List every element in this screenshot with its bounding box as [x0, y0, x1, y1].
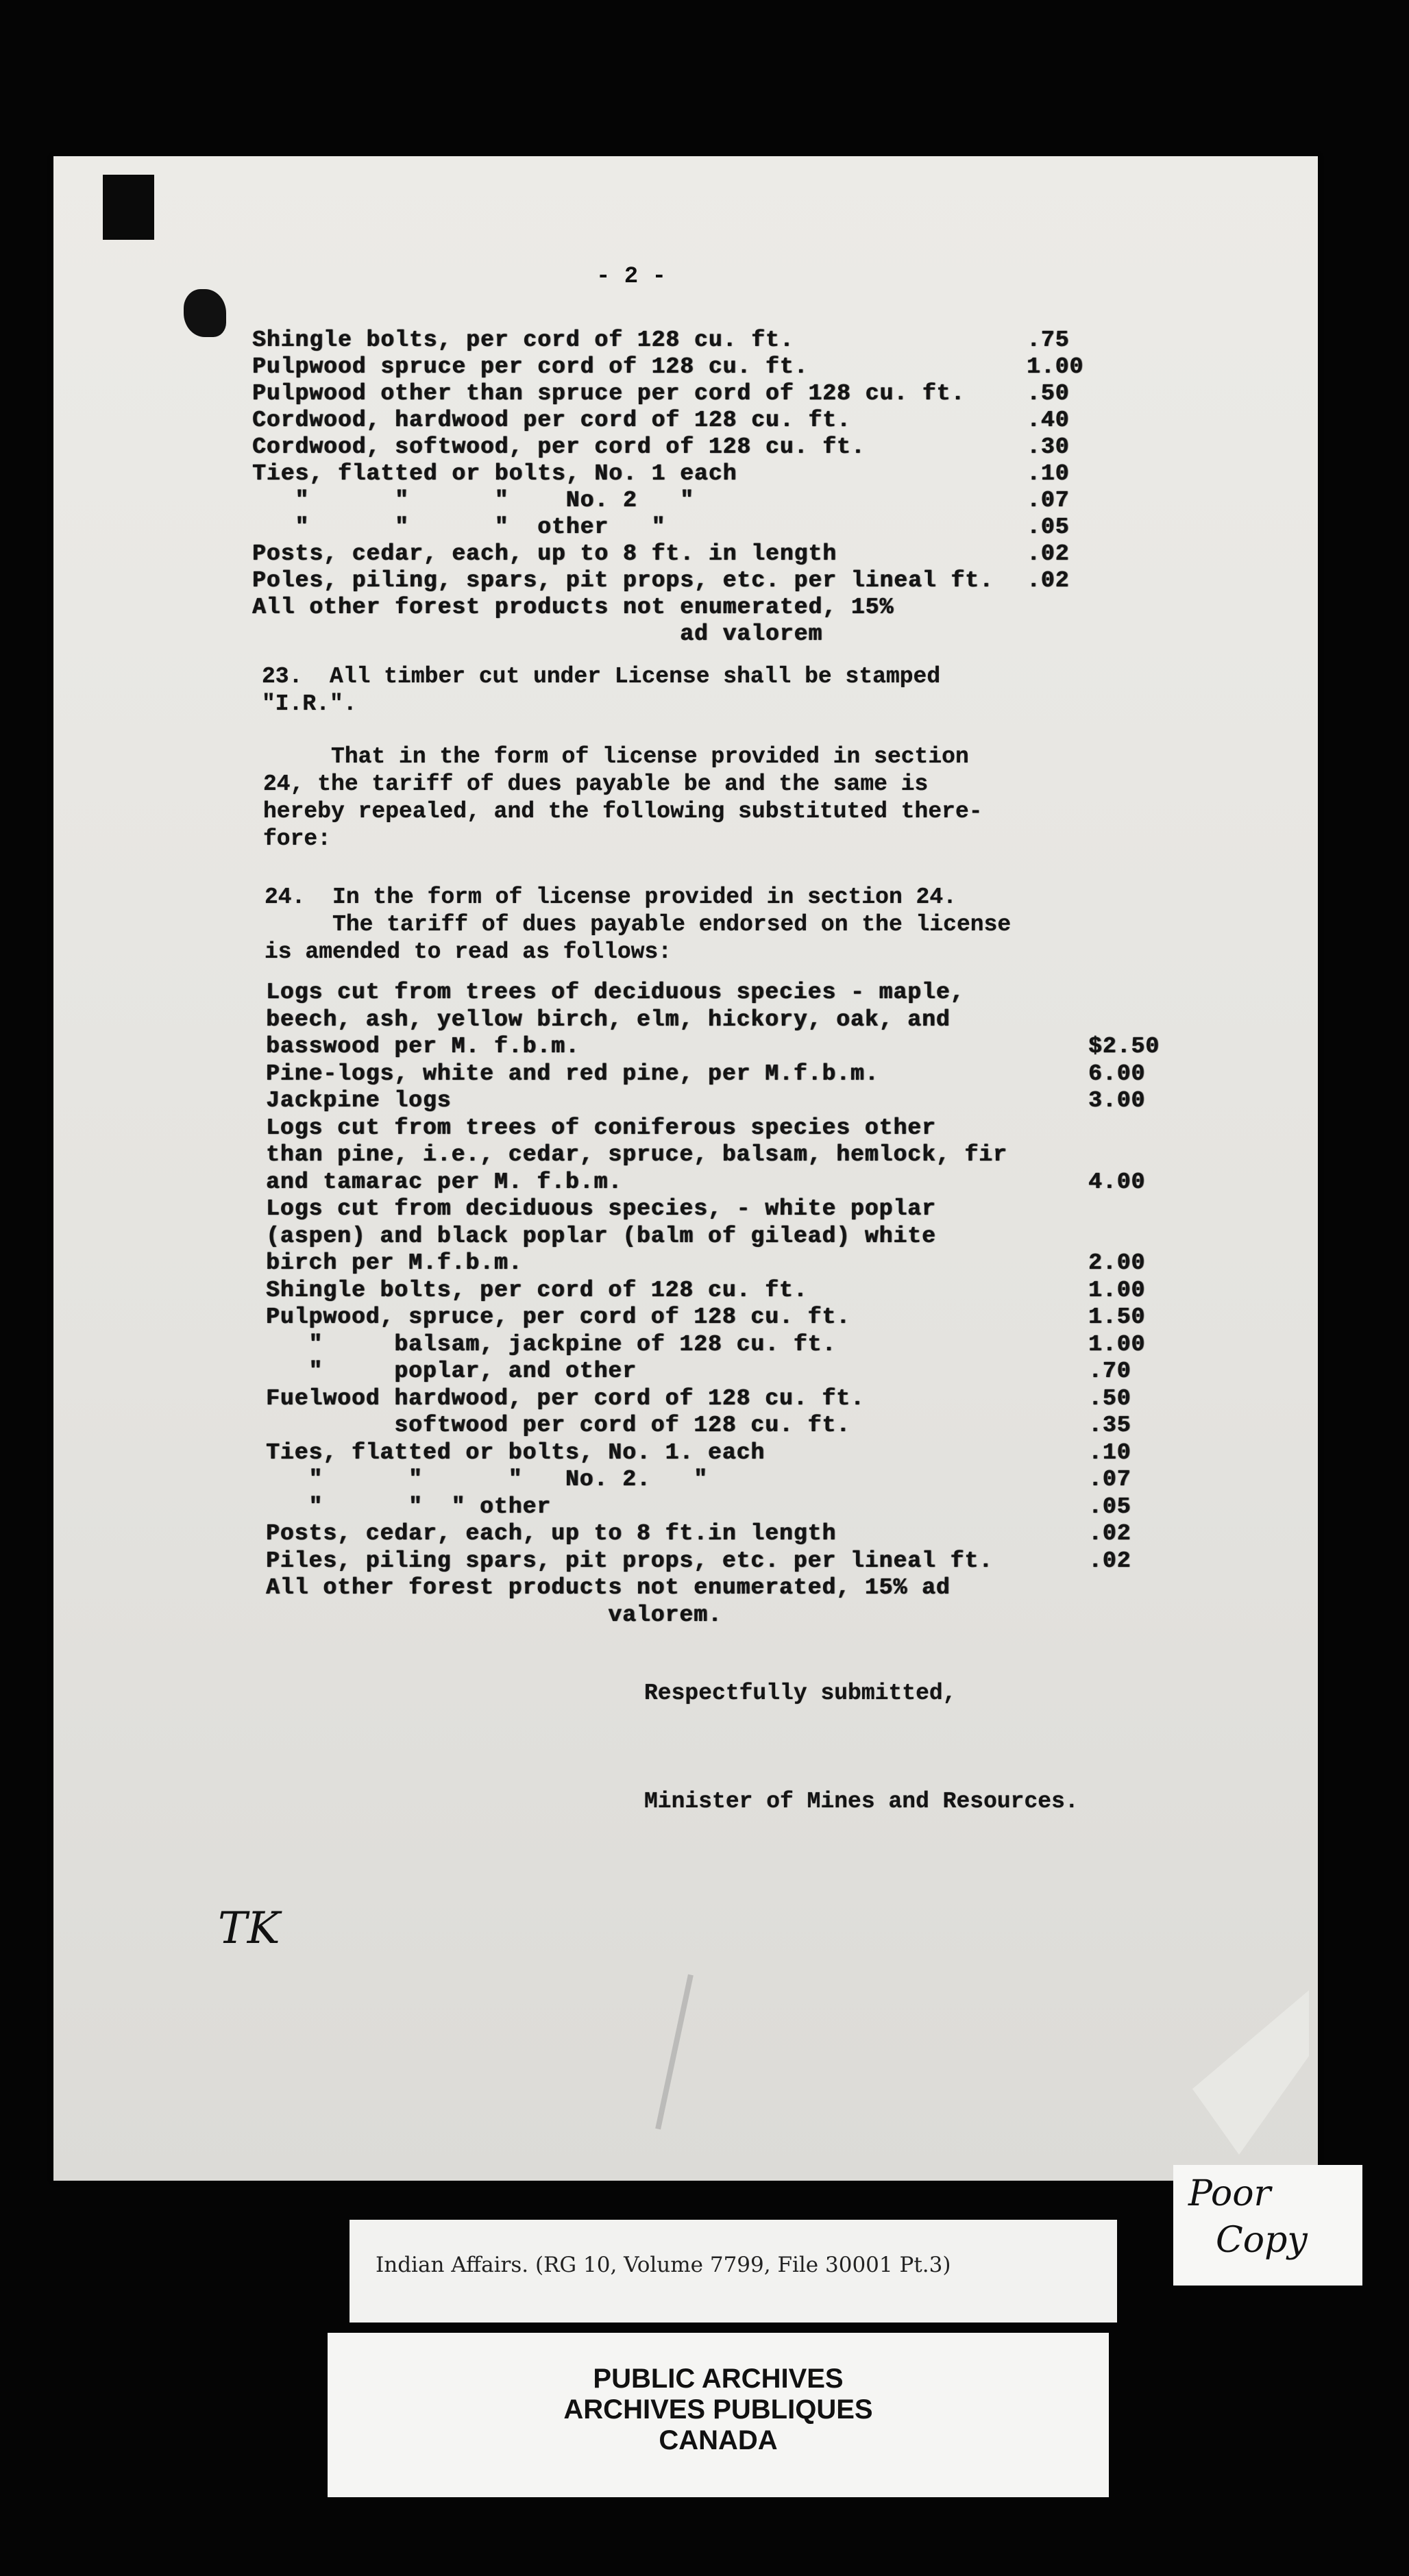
- tariff-value: .10: [1088, 1439, 1131, 1465]
- tariff-value: .70: [1088, 1359, 1131, 1384]
- tariff-row: [266, 1548, 1164, 1576]
- tariff-item: " " " other ": [252, 515, 666, 540]
- tariff-row: [252, 541, 1095, 569]
- tariff-row: [252, 621, 1095, 649]
- tariff-row: [252, 408, 1095, 435]
- tariff-row: [266, 1332, 1164, 1359]
- tariff-item: Shingle bolts, per cord of 128 cu. ft.: [252, 327, 794, 353]
- tariff-row: [266, 1250, 1164, 1278]
- note-line-1: Poor: [1188, 2173, 1271, 2214]
- tariff-item: " poplar, and other: [266, 1359, 637, 1384]
- tariff-item: Piles, piling spars, pit props, etc. per lineal ft.: [266, 1548, 993, 1574]
- tariff-item: Posts, cedar, each, up to 8 ft.in length: [266, 1521, 837, 1546]
- stamp-line-3: CANADA: [659, 2425, 778, 2455]
- tariff-row: [252, 434, 1095, 462]
- tab-mark: [103, 175, 154, 240]
- tariff-row: [252, 515, 1095, 542]
- tariff-list-new: [266, 980, 1164, 1637]
- repeal-paragraph: That in the form of license provided in section 24, the tariff of dues payable be and the same is hereby repealed, and the following substituted there- fore:: [263, 744, 983, 852]
- tariff-value: .35: [1088, 1413, 1131, 1438]
- tariff-value: 6.00: [1088, 1061, 1146, 1087]
- tariff-item: " balsam, jackpine of 128 cu. ft.: [266, 1331, 837, 1357]
- page-number: - 2 -: [596, 264, 667, 290]
- tariff-item: Ties, flatted or bolts, No. 1 each: [252, 461, 737, 486]
- tariff-row: [266, 1061, 1164, 1089]
- tariff-row: [266, 1224, 1164, 1251]
- tariff-value: .02: [1088, 1521, 1131, 1546]
- archives-stamp: [328, 2333, 1109, 2497]
- section-24: 24. In the form of license provided in section 24. The tariff of dues payable endorsed on the license is amended to read as follows:: [265, 884, 1012, 965]
- tariff-item: Cordwood, hardwood per cord of 128 cu. ft.: [252, 408, 851, 433]
- tariff-item: Pulpwood other than spruce per cord of 128 cu. ft.: [252, 381, 966, 406]
- tariff-item: ad valorem: [252, 621, 823, 647]
- tariff-item: Logs cut from deciduous species, - white poplar: [266, 1196, 936, 1222]
- tariff-row: [266, 1034, 1164, 1061]
- signature-title: Minister of Mines and Resources.: [644, 1789, 1079, 1814]
- tariff-value: 1.00: [1088, 1331, 1146, 1357]
- tariff-value: .02: [1027, 541, 1070, 567]
- tariff-item: Jackpine logs: [266, 1088, 452, 1113]
- tariff-value: .05: [1027, 515, 1070, 540]
- tariff-value: .40: [1027, 408, 1070, 433]
- tariff-row: [252, 568, 1095, 595]
- tariff-value: .05: [1088, 1494, 1131, 1520]
- tariff-item: (aspen) and black poplar (balm of gilead) white: [266, 1223, 936, 1249]
- handwritten-initials: TK: [218, 1903, 280, 1954]
- tariff-value: 4.00: [1088, 1169, 1146, 1195]
- tariff-item: All other forest products not enumerated, 15%: [252, 595, 894, 620]
- tariff-row: [252, 354, 1095, 382]
- tariff-item: Poles, piling, spars, pit props, etc. per lineal ft.: [252, 568, 994, 593]
- tariff-item: Logs cut from trees of deciduous species - maple,: [266, 980, 965, 1005]
- tariff-value: .75: [1027, 327, 1070, 353]
- tariff-row: [252, 327, 1095, 355]
- punch-hole: [184, 289, 226, 337]
- tariff-row: [266, 1196, 1164, 1224]
- tariff-row: [266, 1142, 1164, 1169]
- tariff-item: All other forest products not enumerated, 15% ad: [266, 1575, 951, 1600]
- tariff-item: Fuelwood hardwood, per cord of 128 cu. ft.: [266, 1385, 865, 1411]
- tariff-item: beech, ash, yellow birch, elm, hickory, oak, and: [266, 1006, 951, 1032]
- tariff-row: [266, 1440, 1164, 1467]
- tariff-value: 1.00: [1088, 1277, 1146, 1303]
- section-23: 23. All timber cut under License shall be stamped "I.R.".: [262, 664, 941, 717]
- tariff-item: Logs cut from trees of coniferous species other: [266, 1115, 936, 1141]
- tariff-item: Ties, flatted or bolts, No. 1. each: [266, 1439, 765, 1465]
- tariff-value: 1.00: [1027, 354, 1084, 380]
- tariff-row: [266, 1521, 1164, 1548]
- tariff-item: Posts, cedar, each, up to 8 ft. in length: [252, 541, 837, 567]
- tariff-value: .50: [1088, 1385, 1131, 1411]
- tariff-value: .50: [1027, 381, 1070, 406]
- tariff-item: basswood per M. f.b.m.: [266, 1034, 580, 1059]
- tariff-item: " " " No. 2 ": [252, 488, 694, 513]
- tariff-value: .30: [1027, 434, 1070, 460]
- tariff-value: .02: [1027, 568, 1070, 593]
- tariff-item: than pine, i.e., cedar, spruce, balsam, hemlock, fir: [266, 1142, 1007, 1167]
- tariff-item: Cordwood, softwood, per cord of 128 cu. ft.: [252, 434, 866, 460]
- tariff-list-old: [252, 327, 1095, 656]
- tariff-row: [266, 1115, 1164, 1143]
- tariff-item: " " " No. 2. ": [266, 1467, 708, 1492]
- tariff-item: " " " other: [266, 1494, 552, 1520]
- tariff-value: .07: [1088, 1467, 1131, 1492]
- tariff-row: [252, 595, 1095, 622]
- note-line-2: Copy: [1216, 2220, 1308, 2261]
- tariff-row: [266, 1467, 1164, 1494]
- tariff-row: [266, 1386, 1164, 1413]
- tariff-row: [266, 1088, 1164, 1115]
- tariff-item: valorem.: [266, 1602, 722, 1628]
- tariff-item: Pulpwood, spruce, per cord of 128 cu. ft.: [266, 1304, 850, 1330]
- tariff-item: Pine-logs, white and red pine, per M.f.b.m.: [266, 1061, 879, 1087]
- archive-reference: Indian Affairs. (RG 10, Volume 7799, File 30001 Pt.3): [376, 2253, 951, 2277]
- tariff-item: and tamarac per M. f.b.m.: [266, 1169, 623, 1195]
- tariff-item: Shingle bolts, per cord of 128 cu. ft.: [266, 1277, 808, 1303]
- tariff-row: [266, 980, 1164, 1007]
- tariff-row: [266, 1413, 1164, 1440]
- closing-text: Respectfully submitted,: [644, 1681, 957, 1706]
- tariff-row: [252, 488, 1095, 515]
- stamp-line-1: PUBLIC ARCHIVES: [593, 2364, 844, 2394]
- poor-copy-note: [1173, 2165, 1362, 2286]
- tariff-item: softwood per cord of 128 cu. ft.: [266, 1413, 850, 1438]
- tariff-row: [266, 1304, 1164, 1332]
- tariff-value: .07: [1027, 488, 1070, 513]
- tariff-value: 2.00: [1088, 1250, 1146, 1276]
- tariff-value: .02: [1088, 1548, 1131, 1574]
- tariff-row: [266, 1169, 1164, 1197]
- tariff-row: [252, 381, 1095, 408]
- tariff-value: 1.50: [1088, 1304, 1146, 1330]
- tariff-row: [252, 461, 1095, 488]
- tariff-row: [266, 1007, 1164, 1035]
- stamp-line-2: ARCHIVES PUBLIQUES: [563, 2394, 873, 2425]
- tariff-row: [266, 1359, 1164, 1386]
- tariff-row: [266, 1575, 1164, 1602]
- tariff-row: [266, 1602, 1164, 1630]
- tariff-value: $2.50: [1088, 1034, 1160, 1059]
- tariff-item: Pulpwood spruce per cord of 128 cu. ft.: [252, 354, 809, 380]
- tariff-row: [266, 1278, 1164, 1305]
- tariff-value: 3.00: [1088, 1088, 1146, 1113]
- tariff-item: birch per M.f.b.m.: [266, 1250, 523, 1276]
- tariff-row: [266, 1494, 1164, 1522]
- tariff-value: .10: [1027, 461, 1070, 486]
